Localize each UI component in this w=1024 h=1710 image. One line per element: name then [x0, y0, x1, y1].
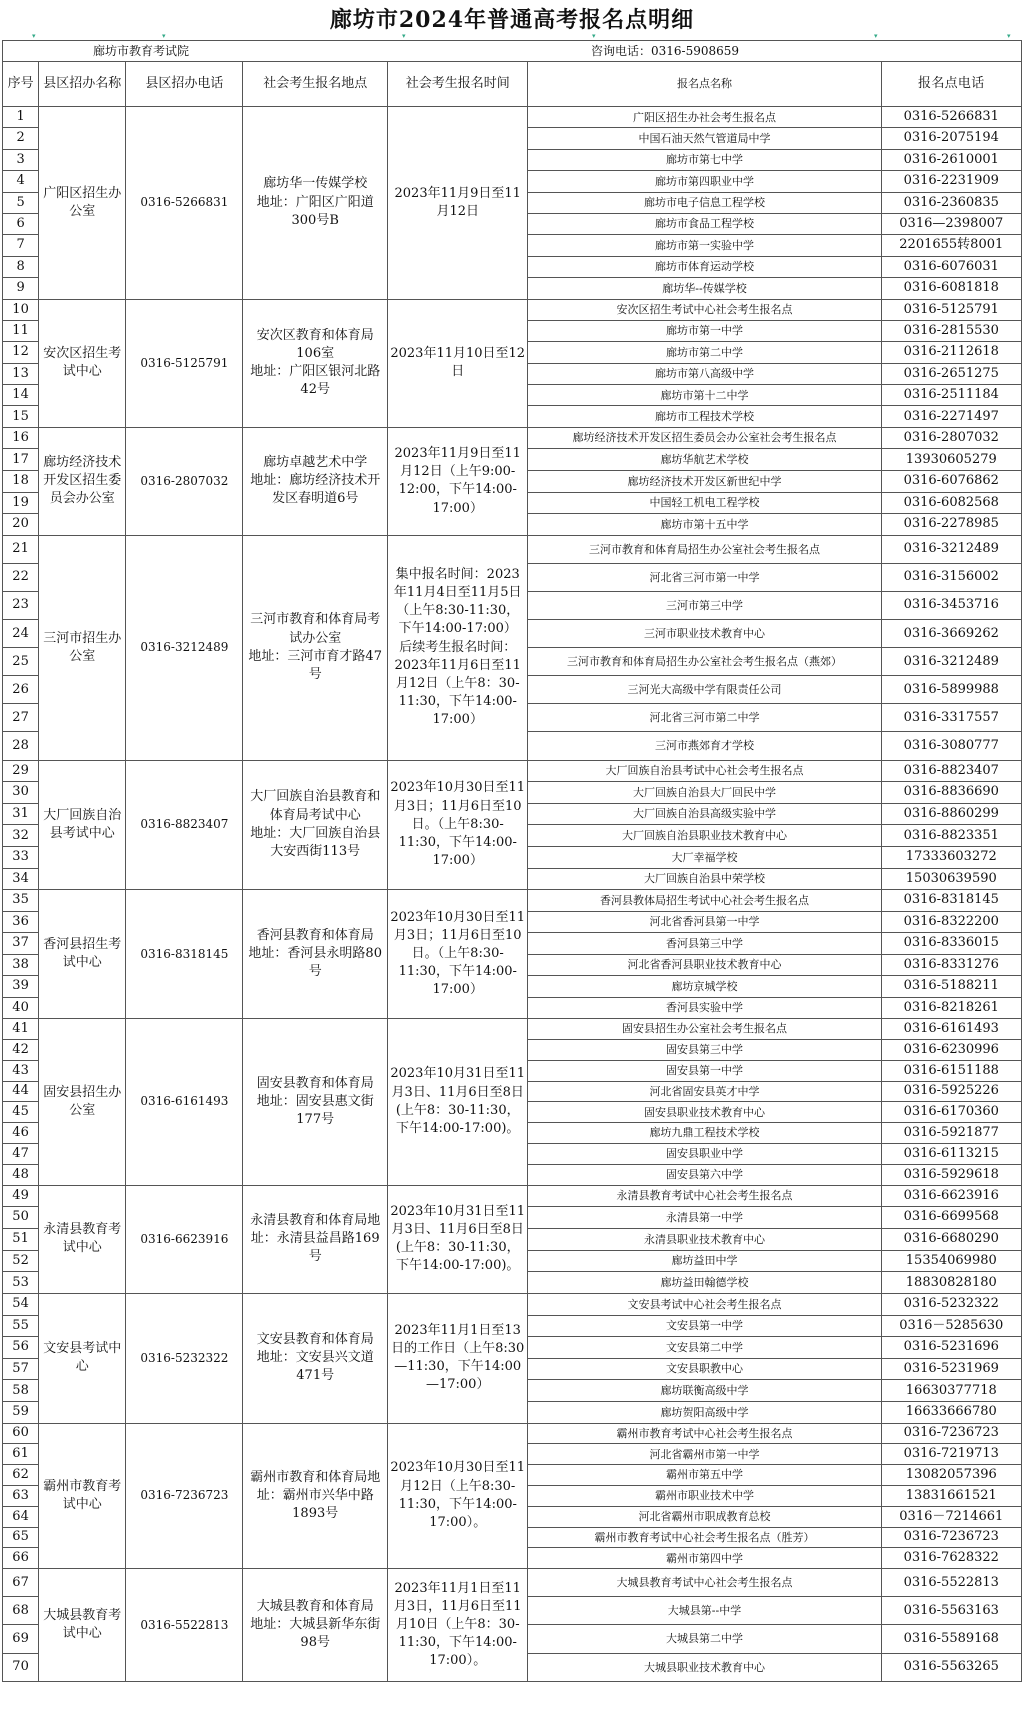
point-name: 廊坊市第八高级中学: [528, 363, 881, 384]
registration-time: 2023年11月9日至11月12日: [388, 107, 528, 300]
point-name: 三河市第三中学: [528, 592, 881, 620]
point-name: 廊坊市第七中学: [528, 149, 881, 170]
point-phone: 0316-6230996: [881, 1039, 1021, 1060]
point-name: 大城县教育考试中心社会考生报名点: [528, 1569, 881, 1597]
table-row: [3, 1423, 1022, 1444]
office-phone: 0316-5522813: [126, 1569, 243, 1682]
registration-address: 安次区教育和体育局106室 地址：广阳区银河北路42号: [243, 299, 388, 427]
point-phone: 18830828180: [881, 1272, 1021, 1294]
office-name: 安次区招生考试中心: [39, 299, 126, 427]
point-name: 大城县第--中学: [528, 1597, 881, 1625]
header-cell: 序号: [3, 62, 39, 107]
row-number: 70: [3, 1653, 39, 1681]
point-phone: 0316-2511184: [881, 385, 1021, 406]
row-number: 33: [3, 846, 39, 868]
point-name: 中国石油天然气管道局中学: [528, 128, 881, 149]
point-phone: 0316-2815530: [881, 320, 1021, 341]
registration-time: 2023年10月30日至11月12日（上午8:30-11:30，下午14:00-17:00）。: [388, 1423, 528, 1569]
office-phone: 0316-8823407: [126, 760, 243, 890]
point-phone: 0316-6699568: [881, 1207, 1021, 1229]
point-phone: 0316-7236723: [881, 1423, 1021, 1444]
row-number: 32: [3, 825, 39, 847]
point-phone: 0316-5232322: [881, 1293, 1021, 1315]
row-number: 7: [3, 235, 39, 256]
point-phone: 17333603272: [881, 846, 1021, 868]
row-number: 30: [3, 782, 39, 804]
table-row: [3, 1019, 1022, 1040]
filter-arrow-icon[interactable]: ▾: [592, 32, 596, 40]
registration-address: 香河县教育和体育局 地址：香河县永明路80号: [243, 890, 388, 1019]
point-name: 廊坊市电子信息工程学校: [528, 192, 881, 213]
point-phone: 0316-3212489: [881, 535, 1021, 563]
office-phone: 0316-6623916: [126, 1185, 243, 1293]
point-name: 河北省固安县英才中学: [528, 1081, 881, 1102]
point-name: 大厂回族自治县职业技术教育中心: [528, 825, 881, 847]
row-number: 54: [3, 1293, 39, 1315]
point-phone: 13831661521: [881, 1485, 1021, 1506]
point-phone: 15030639590: [881, 868, 1021, 890]
point-name: 河北省霸州市职成教育总校: [528, 1506, 881, 1527]
point-phone: 0316-8823407: [881, 760, 1021, 782]
point-phone: 0316-5589168: [881, 1625, 1021, 1653]
point-phone: 0316-5899988: [881, 676, 1021, 704]
point-name: 大厂回族自治县高级实验中学: [528, 803, 881, 825]
point-phone: 0316-5188211: [881, 976, 1021, 998]
point-name: 香河县第三中学: [528, 933, 881, 955]
registration-address: 廊坊卓越艺术中学 地址：廊坊经济技术开发区春明道6号: [243, 427, 388, 535]
row-number: 11: [3, 320, 39, 341]
point-phone: 0316-5231696: [881, 1337, 1021, 1359]
office-phone: 0316-5266831: [126, 107, 243, 300]
point-name: 大城县职业技术教育中心: [528, 1653, 881, 1681]
registration-time: 2023年11月1日至13日的工作日（上午8:30—11:30，下午14:00—17:00）: [388, 1293, 528, 1423]
row-number: 56: [3, 1337, 39, 1359]
point-phone: 0316-8322200: [881, 911, 1021, 933]
point-phone: 0316-5929618: [881, 1164, 1021, 1185]
point-name: 文安县第二中学: [528, 1337, 881, 1359]
table-body: [3, 107, 1022, 1682]
office-name: 永清县教育考试中心: [39, 1185, 126, 1293]
point-name: 文安县第一中学: [528, 1315, 881, 1337]
point-phone: 0316-6076862: [881, 471, 1021, 493]
registration-address: 文安县教育和体育局 地址：文安县兴文道471号: [243, 1293, 388, 1423]
registration-address: 大城县教育和体育局 地址：大城县新华东街98号: [243, 1569, 388, 1682]
point-name: 固安县第一中学: [528, 1060, 881, 1081]
row-number: 12: [3, 342, 39, 363]
point-name: 大城县第二中学: [528, 1625, 881, 1653]
row-number: 51: [3, 1228, 39, 1250]
point-phone: 0316-8823351: [881, 825, 1021, 847]
point-phone: 0316-8836690: [881, 782, 1021, 804]
row-number: 26: [3, 676, 39, 704]
registration-time: 2023年10月31日至11月3日、11月6日至8日(上午8：30-11:30，下午14:00-17:00)。: [388, 1185, 528, 1293]
registration-address: 三河市教育和体育局考试办公室 地址：三河市育才路47号: [243, 535, 388, 760]
point-name: 廊坊经济技术开发区新世纪中学: [528, 471, 881, 493]
registration-address: 大厂回族自治县教育和体育局考试中心 地址：大厂回族自治县大安西街113号: [243, 760, 388, 890]
row-number: 47: [3, 1143, 39, 1164]
point-phone: 0316-5563163: [881, 1597, 1021, 1625]
header-cell: 社会考生报名时间: [388, 62, 528, 107]
row-number: 46: [3, 1123, 39, 1144]
point-name: 廊坊华--传媒学校: [528, 278, 881, 299]
filter-arrow-icon[interactable]: ▾: [32, 32, 36, 40]
row-number: 2: [3, 128, 39, 149]
point-name: 中国轻工机电工程学校: [528, 492, 881, 514]
row-number: 6: [3, 213, 39, 234]
point-phone: 0316-7236723: [881, 1527, 1021, 1548]
point-phone: 0316-3317557: [881, 704, 1021, 732]
row-number: 20: [3, 514, 39, 536]
point-name: 河北省三河市第二中学: [528, 704, 881, 732]
point-phone: 0316-6113215: [881, 1143, 1021, 1164]
row-number: 44: [3, 1081, 39, 1102]
point-name: 廊坊经济技术开发区招生委员会办公室社会考生报名点: [528, 427, 881, 449]
row-number: 24: [3, 620, 39, 648]
row-number: 14: [3, 385, 39, 406]
point-name: 廊坊市第十二中学: [528, 385, 881, 406]
registration-table: [2, 61, 1022, 1682]
registration-address: 霸州市教育和体育局地址：霸州市兴华中路1893号: [243, 1423, 388, 1569]
point-phone: 0316-2231909: [881, 171, 1021, 192]
row-number: 4: [3, 171, 39, 192]
row-number: 34: [3, 868, 39, 890]
row-number: 9: [3, 278, 39, 299]
office-phone: 0316-5232322: [126, 1293, 243, 1423]
point-phone: 0316-8331276: [881, 954, 1021, 976]
point-name: 三河市职业技术教育中心: [528, 620, 881, 648]
point-phone: 0316-6081818: [881, 278, 1021, 299]
header-cell: 报名点电话: [881, 62, 1021, 107]
point-phone: 0316-2271497: [881, 406, 1021, 427]
point-phone: 0316-2278985: [881, 514, 1021, 536]
row-number: 28: [3, 732, 39, 760]
office-name: 大城县教育考试中心: [39, 1569, 126, 1682]
point-phone: 0316-2360835: [881, 192, 1021, 213]
row-number: 35: [3, 890, 39, 912]
point-name: 廊坊益田翰德学校: [528, 1272, 881, 1294]
row-number: 67: [3, 1569, 39, 1597]
point-phone: 0316-3156002: [881, 563, 1021, 591]
point-name: 大厂回族自治县中荣学校: [528, 868, 881, 890]
point-name: 霸州市教育考试中心社会考生报名点: [528, 1423, 881, 1444]
row-number: 59: [3, 1401, 39, 1423]
filter-markers: [2, 32, 1022, 40]
row-number: 38: [3, 954, 39, 976]
row-number: 64: [3, 1506, 39, 1527]
office-name: 三河市招生办公室: [39, 535, 126, 760]
row-number: 55: [3, 1315, 39, 1337]
point-name: 廊坊市体育运动学校: [528, 256, 881, 277]
row-number: 49: [3, 1185, 39, 1207]
point-name: 河北省三河市第一中学: [528, 563, 881, 591]
point-name: 廊坊益田中学: [528, 1250, 881, 1272]
row-number: 36: [3, 911, 39, 933]
filter-arrow-icon[interactable]: ▾: [874, 32, 878, 40]
point-name: 廊坊市第一中学: [528, 320, 881, 341]
row-number: 41: [3, 1019, 39, 1040]
row-number: 63: [3, 1485, 39, 1506]
point-name: 廊坊市食品工程学校: [528, 213, 881, 234]
row-number: 50: [3, 1207, 39, 1229]
point-phone: 0316-3453716: [881, 592, 1021, 620]
point-name: 霸州市职业技术中学: [528, 1485, 881, 1506]
point-name: 廊坊市第十五中学: [528, 514, 881, 536]
point-name: 三河市教育和体育局招生办公室社会考生报名点: [528, 535, 881, 563]
point-phone: 0316-5266831: [881, 107, 1021, 128]
point-phone: 0316-7628322: [881, 1548, 1021, 1569]
point-name: 廊坊联衡高级中学: [528, 1380, 881, 1402]
point-name: 河北省霸州市第一中学: [528, 1444, 881, 1465]
point-phone: 0316—2398007: [881, 213, 1021, 234]
row-number: 61: [3, 1444, 39, 1465]
point-phone: 0316-5231969: [881, 1358, 1021, 1380]
row-number: 60: [3, 1423, 39, 1444]
registration-time: 2023年11月10日至12日: [388, 299, 528, 427]
row-number: 39: [3, 976, 39, 998]
row-number: 42: [3, 1039, 39, 1060]
point-name: 大厂幸福学校: [528, 846, 881, 868]
registration-time: 2023年10月31日至11月3日、11月6日至8日(上午8：30-11:30，下午14:00-17:00)。: [388, 1019, 528, 1185]
office-name: 大厂回族自治县考试中心: [39, 760, 126, 890]
point-phone: 13082057396: [881, 1465, 1021, 1486]
point-name: 廊坊市工程技术学校: [528, 406, 881, 427]
row-number: 52: [3, 1250, 39, 1272]
table-row: [3, 760, 1022, 782]
row-number: 45: [3, 1102, 39, 1123]
point-phone: 16630377718: [881, 1380, 1021, 1402]
spreadsheet: [2, 0, 1022, 1682]
row-number: 21: [3, 535, 39, 563]
row-number: 57: [3, 1358, 39, 1380]
row-number: 43: [3, 1060, 39, 1081]
row-number: 62: [3, 1465, 39, 1486]
point-phone: 0316-8336015: [881, 933, 1021, 955]
point-phone: 0316-2610001: [881, 149, 1021, 170]
point-name: 文安县职教中心: [528, 1358, 881, 1380]
row-number: 48: [3, 1164, 39, 1185]
point-name: 永清县第一中学: [528, 1207, 881, 1229]
office-name: 固安县招生办公室: [39, 1019, 126, 1185]
row-number: 37: [3, 933, 39, 955]
point-name: 廊坊市第二中学: [528, 342, 881, 363]
point-phone: 0316-8218261: [881, 997, 1021, 1019]
office-name: 文安县考试中心: [39, 1293, 126, 1423]
row-number: 29: [3, 760, 39, 782]
point-name: 固安县招生办公室社会考生报名点: [528, 1019, 881, 1040]
point-name: 廊坊市第一实验中学: [528, 235, 881, 256]
office-name: 广阳区招生办公室: [39, 107, 126, 300]
point-name: 香河县实验中学: [528, 997, 881, 1019]
row-number: 31: [3, 803, 39, 825]
registration-time: 2023年11月1日至11月3日，11月6日至11月10日（上午8：30-11:30，下午14:00-17:00）。: [388, 1569, 528, 1682]
point-name: 三河光大高级中学有限责任公司: [528, 676, 881, 704]
row-number: 3: [3, 149, 39, 170]
point-phone: 0316-3669262: [881, 620, 1021, 648]
office-phone: 0316-6161493: [126, 1019, 243, 1185]
point-name: 三河市教育和体育局招生办公室社会考生报名点（燕郊）: [528, 648, 881, 676]
point-phone: 0316-6170360: [881, 1102, 1021, 1123]
row-number: 66: [3, 1548, 39, 1569]
office-phone: 0316-8318145: [126, 890, 243, 1019]
point-phone: 0316-6680290: [881, 1228, 1021, 1250]
point-name: 霸州市第四中学: [528, 1548, 881, 1569]
point-phone: 16633666780: [881, 1401, 1021, 1423]
row-number: 65: [3, 1527, 39, 1548]
registration-address: 廊坊华一传媒学校 地址：广阳区广阳道300号B: [243, 107, 388, 300]
point-name: 固安县职业技术教育中心: [528, 1102, 881, 1123]
point-name: 廊坊贺阳高级中学: [528, 1401, 881, 1423]
row-number: 1: [3, 107, 39, 128]
office-phone: 0316-3212489: [126, 535, 243, 760]
point-name: 廊坊九鼎工程技术学校: [528, 1123, 881, 1144]
registration-time: 2023年10月30日至11月3日；11月6日至10日。（上午8:30-11:30，下午14:00-17:00）: [388, 760, 528, 890]
point-phone: 0316－7214661: [881, 1506, 1021, 1527]
table-row: [3, 890, 1022, 912]
point-name: 大厂回族自治县考试中心社会考生报名点: [528, 760, 881, 782]
point-phone: 0316-5563265: [881, 1653, 1021, 1681]
point-phone: 0316-6623916: [881, 1185, 1021, 1207]
point-phone: 15354069980: [881, 1250, 1021, 1272]
point-name: 廊坊华航艺术学校: [528, 449, 881, 471]
header-cell: 县区招办电话: [126, 62, 243, 107]
point-phone: 0316-2651275: [881, 363, 1021, 384]
point-phone: 0316-6076031: [881, 256, 1021, 277]
point-phone: 13930605279: [881, 449, 1021, 471]
registration-address: 固安县教育和体育局 地址：固安县惠文街177号: [243, 1019, 388, 1185]
row-number: 17: [3, 449, 39, 471]
point-name: 河北省香河县第一中学: [528, 911, 881, 933]
row-number: 40: [3, 997, 39, 1019]
filter-arrow-icon[interactable]: ▾: [402, 32, 406, 40]
table-row: [3, 1293, 1022, 1315]
point-name: 大厂回族自治县大厂回民中学: [528, 782, 881, 804]
point-name: 固安县职业中学: [528, 1143, 881, 1164]
row-number: 16: [3, 427, 39, 449]
point-name: 霸州市第五中学: [528, 1465, 881, 1486]
row-number: 53: [3, 1272, 39, 1294]
organization-name: 廊坊市教育考试院: [93, 44, 190, 58]
point-name: 永清县职业技术教育中心: [528, 1228, 881, 1250]
point-phone: 0316-3080777: [881, 732, 1021, 760]
filter-arrow-icon[interactable]: ▾: [162, 32, 166, 40]
row-number: 27: [3, 704, 39, 732]
table-row: [3, 1185, 1022, 1207]
point-phone: 0316-7219713: [881, 1444, 1021, 1465]
point-name: 霸州市教育考试中心社会考生报名点（胜芳）: [528, 1527, 881, 1548]
office-phone: 0316-7236723: [126, 1423, 243, 1569]
point-name: 廊坊市第四职业中学: [528, 171, 881, 192]
row-number: 69: [3, 1625, 39, 1653]
registration-address: 永清县教育和体育局地址：永清县益昌路169号: [243, 1185, 388, 1293]
filter-arrow-icon[interactable]: ▾: [1007, 32, 1011, 40]
point-name: 香河县教体局招生考试中心社会考生报名点: [528, 890, 881, 912]
registration-time: 集中报名时间：2023年11月4日至11月5日（上午8:30-11:30，下午14:00-17:00） 后续考生报名时间：2023年11月6日至11月12日（上午8：30-11:30，下午14:00-17:00）: [388, 535, 528, 760]
info-row: [2, 40, 1022, 61]
point-phone: 0316-3212489: [881, 648, 1021, 676]
row-number: 5: [3, 192, 39, 213]
header-cell: 社会考生报名地点: [243, 62, 388, 107]
point-phone: 0316-2112618: [881, 342, 1021, 363]
table-row: [3, 427, 1022, 449]
office-phone: 0316-5125791: [126, 299, 243, 427]
point-phone: 0316-5925226: [881, 1081, 1021, 1102]
row-number: 10: [3, 299, 39, 320]
point-phone: 0316-8860299: [881, 803, 1021, 825]
point-name: 广阳区招生办社会考生报名点: [528, 107, 881, 128]
page-title: 廊坊市2024年普通高考报名点明细: [329, 7, 695, 33]
point-phone: 2201655转8001: [881, 235, 1021, 256]
point-phone: 0316-2807032: [881, 427, 1021, 449]
row-number: 19: [3, 492, 39, 514]
table-row: [3, 107, 1022, 128]
point-phone: 0316-5522813: [881, 1569, 1021, 1597]
header-cell: 县区招办名称: [39, 62, 126, 107]
table-row: [3, 299, 1022, 320]
registration-time: 2023年11月9日至11月12日（上午9:00-12:00，下午14:00-17:00）: [388, 427, 528, 535]
row-number: 25: [3, 648, 39, 676]
header-cell: 报名点名称: [528, 62, 881, 107]
row-number: 13: [3, 363, 39, 384]
point-name: 固安县第六中学: [528, 1164, 881, 1185]
point-name: 固安县第三中学: [528, 1039, 881, 1060]
point-name: 安次区招生考试中心社会考生报名点: [528, 299, 881, 320]
point-name: 河北省香河县职业技术教育中心: [528, 954, 881, 976]
point-phone: 0316－5285630: [881, 1315, 1021, 1337]
point-phone: 0316-6161493: [881, 1019, 1021, 1040]
registration-time: 2023年10月30日至11月3日；11月6日至10日。（上午8:30-11:30，下午14:00-17:00）: [388, 890, 528, 1019]
office-phone: 0316-2807032: [126, 427, 243, 535]
point-phone: 0316-5921877: [881, 1123, 1021, 1144]
row-number: 58: [3, 1380, 39, 1402]
point-name: 文安县考试中心社会考生报名点: [528, 1293, 881, 1315]
row-number: 23: [3, 592, 39, 620]
table-row: [3, 535, 1022, 563]
row-number: 18: [3, 471, 39, 493]
point-phone: 0316-5125791: [881, 299, 1021, 320]
office-name: 香河县招生考试中心: [39, 890, 126, 1019]
point-phone: 0316-6151188: [881, 1060, 1021, 1081]
office-name: 霸州市教育考试中心: [39, 1423, 126, 1569]
row-number: 22: [3, 563, 39, 591]
row-number: 8: [3, 256, 39, 277]
header-row: [3, 62, 1022, 107]
consult-phone: 咨询电话：0316-5908659: [591, 44, 740, 58]
point-name: 永清县教育考试中心社会考生报名点: [528, 1185, 881, 1207]
point-phone: 0316-6082568: [881, 492, 1021, 514]
point-phone: 0316-2075194: [881, 128, 1021, 149]
office-name: 廊坊经济技术开发区招生委员会办公室: [39, 427, 126, 535]
row-number: 15: [3, 406, 39, 427]
point-name: 廊坊京城学校: [528, 976, 881, 998]
table-row: [3, 1569, 1022, 1597]
point-name: 三河市燕郊育才学校: [528, 732, 881, 760]
row-number: 68: [3, 1597, 39, 1625]
point-phone: 0316-8318145: [881, 890, 1021, 912]
